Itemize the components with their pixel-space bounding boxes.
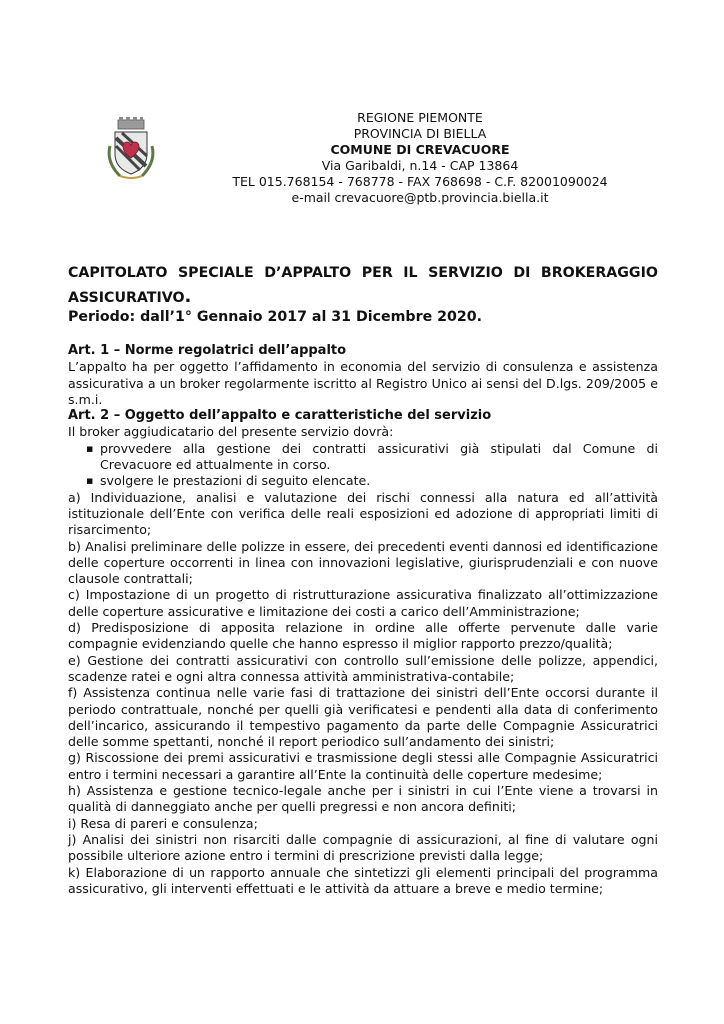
contact-numbers: TEL 015.768154 - 768778 - FAX 768698 - C.F. 82001090024 <box>232 174 608 189</box>
list-item: ▪ provvedere alla gestione dei contratti assicurativi già stipulati dal Comune di Crevacuore ed attualmente in corso. <box>68 441 658 474</box>
art1-heading: Art. 1 – Norme regolatrici dell’appalto <box>68 343 347 358</box>
title-word: CAPITOLATO <box>68 265 168 281</box>
title-word: D’APPALTO <box>264 265 352 281</box>
list-item: h) Assistenza e gestione tecnico-legale anche per i sinistri in cui l’Ente viene a trovarsi in qualità di danneggiato anche per quelli pregressi e non ancora definiti; <box>68 783 658 815</box>
comune-name: COMUNE DI CREVACUORE <box>330 142 510 157</box>
art2-intro: Il broker aggiudicatario del presente servizio dovrà: <box>68 424 394 440</box>
title-line-2 <box>68 285 658 310</box>
title-line-2-text: ASSICURATIVO <box>68 290 185 306</box>
title-word: BROKERAGGIO <box>540 265 658 281</box>
document-body <box>68 343 658 897</box>
title-dot: . <box>184 286 192 307</box>
list-item: a) Individuazione, analisi e valutazione dei rischi connessi alla natura ed all’attività istituzionale dell’Ente con verifica delle reali esposizioni ed adozione di appropriati limiti di risarcimento; <box>68 489 658 538</box>
title-word: IL <box>403 265 418 281</box>
list-item: f) Assistenza continua nelle varie fasi di trattazione dei sinistri dell’Ente occorsi durante il periodo contrattuale, nonché per quelli già verificatesi e pendenti alla data di conferimento dell’incarico, assicurando il tempestivo pagamento da parte delle Compagnie Assicuratrici delle somme spettanti, nonché il report periodico sull’andamento dei sinistri; <box>68 685 658 750</box>
list-item: k) Elaborazione di un rapporto annuale che sintetizzi gli elementi principali del programma assicurativo, gli interventi effettuati e le attività da attuare a breve e medio termine; <box>68 864 658 896</box>
list-item: b) Analisi preliminare delle polizze in essere, dei precedenti eventi dannosi ed identificazione delle coperture occorrenti in linea con innovazioni legislative, giurisprudenziali e con nuove clausole contrattali; <box>68 538 658 587</box>
title-line-1 <box>68 262 658 285</box>
crest-icon <box>106 116 156 182</box>
art2-heading: Art. 2 – Oggetto dell’appalto e caratteristiche del servizio <box>68 408 492 424</box>
art2-bullet-list <box>68 441 658 490</box>
title-word: SPECIALE <box>177 265 254 281</box>
document-title <box>68 262 658 310</box>
province-name: PROVINCIA DI BIELLA <box>353 126 487 141</box>
list-item: d) Predisposizione di apposita relazione in ordine alle offerte pervenute dalle varie compagnie evidenziando quelle che hanno espresso il miglior rapporto prezzo/qualità; <box>68 620 658 652</box>
list-item: ▪ svolgere le prestazioni di seguito elencate. <box>68 473 658 489</box>
list-item: j) Analisi dei sinistri non risarciti dalle compagnie di assicurazioni, al fine di valutare ogni possibile ulteriore azione entro i termini di prescrizione previsti dalla legge; <box>68 831 658 864</box>
list-item: i) Resa di pareri e consulenza; <box>68 815 258 831</box>
art1-text: L’appalto ha per oggetto l’affidamento in economia del servizio di consulenza e assistenza assicurativa a un broker regolarmente iscritto al Registro Unico ai sensi del D.lgs. 209/2005 e s.m.i. <box>68 359 658 407</box>
list-item: g) Riscossione dei premi assicurativi e trasmissione degli stessi alle Compagnie Assicuratrici entro i termini necessari a garantire all’Ente la continuità delle coperture medesime; <box>68 750 658 782</box>
letterhead <box>200 110 640 206</box>
title-word: DI <box>513 265 531 281</box>
region-name: REGIONE PIEMONTE <box>357 110 483 125</box>
list-item: e) Gestione dei contratti assicurativi con controllo sull’emissione delle polizze, appendici, scadenze ratei e ogni altra connessa attività amministrativa-contabile; <box>68 652 658 684</box>
period: Periodo: dall’1° Gennaio 2017 al 31 Dicembre 2020. <box>68 309 483 325</box>
email-address: e-mail crevacuore@ptb.provincia.biella.it <box>291 190 549 205</box>
address: Via Garibaldi, n.14 - CAP 13864 <box>321 158 519 173</box>
list-item: c) Impostazione di un progetto di ristrutturazione assicurativa finalizzato all’ottimizzazione delle coperture assicurative e limitazione dei costi a carico dell’Amministrazione; <box>68 587 658 619</box>
title-word: PER <box>361 265 393 281</box>
title-word: SERVIZIO <box>428 265 503 281</box>
